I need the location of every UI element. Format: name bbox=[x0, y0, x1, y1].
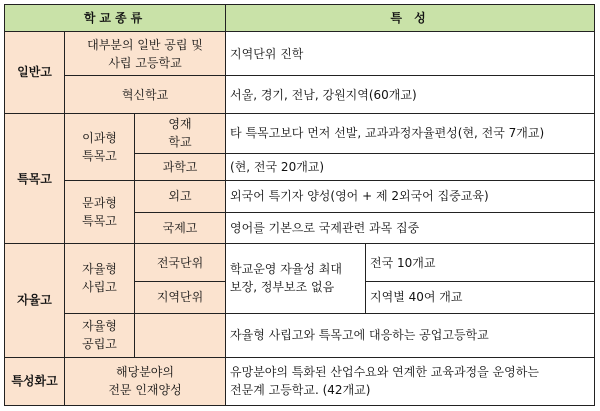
type-cell: 전국단위 bbox=[135, 244, 226, 282]
subcategory-autonomous-public: 자율형 공립고 bbox=[65, 313, 135, 357]
feature-cell-shared: 학교운영 자율성 최대 보장, 정부보조 없음 bbox=[226, 244, 366, 313]
feature-cell: 서울, 경기, 전남, 강원지역(60개교) bbox=[226, 76, 595, 114]
table-row bbox=[5, 313, 595, 357]
header-row bbox=[5, 5, 595, 32]
category-special-purpose: 특목고 bbox=[5, 113, 65, 243]
type-cell: 과학고 bbox=[135, 153, 226, 180]
category-general: 일반고 bbox=[5, 32, 65, 114]
feature-cell: 유망분야의 특화된 산업수요와 연계한 교육과정을 운영하는 전문계 고등학교. (42개교) bbox=[226, 357, 595, 405]
feature-cell: 영어를 기본으로 국제관련 과목 집중 bbox=[226, 212, 595, 244]
feature-cell: 지역단위 진학 bbox=[226, 32, 595, 76]
type-cell-empty bbox=[135, 313, 226, 357]
type-cell: 해당분야의 전문 인재양성 bbox=[65, 357, 226, 405]
table-row bbox=[5, 181, 595, 213]
type-cell: 외고 bbox=[135, 181, 226, 213]
feature-cell: 지역별 40여 개교 bbox=[366, 281, 595, 313]
feature-cell: (현, 전국 20개교) bbox=[226, 153, 595, 180]
table-row bbox=[5, 113, 595, 153]
header-school-type: 학교종류 bbox=[5, 5, 226, 32]
type-cell: 혁신학교 bbox=[65, 76, 226, 114]
type-cell: 대부분의 일반 공립 및 사립 고등학교 bbox=[65, 32, 226, 76]
table-row bbox=[5, 357, 595, 405]
subcategory-autonomous-private: 자율형 사립고 bbox=[65, 244, 135, 313]
type-cell: 국제고 bbox=[135, 212, 226, 244]
feature-cell: 외국어 특기자 양성(영어 + 제 2외국어 집중교육) bbox=[226, 181, 595, 213]
table-row bbox=[5, 244, 595, 282]
category-autonomous: 자율고 bbox=[5, 244, 65, 357]
feature-cell: 자율형 사립고와 특목고에 대응하는 공업고등학교 bbox=[226, 313, 595, 357]
school-types-table bbox=[4, 4, 595, 406]
subcategory-liberal: 문과형 특목고 bbox=[65, 181, 135, 244]
type-cell: 영재 학교 bbox=[135, 113, 226, 153]
feature-cell: 전국 10개교 bbox=[366, 244, 595, 282]
table-row bbox=[5, 76, 595, 114]
type-cell: 지역단위 bbox=[135, 281, 226, 313]
category-specialized: 특성화고 bbox=[5, 357, 65, 405]
table-row bbox=[5, 32, 595, 76]
feature-cell: 타 특목고보다 먼저 선발, 교과과정자율편성(현, 전국 7개교) bbox=[226, 113, 595, 153]
header-feature: 특 성 bbox=[226, 5, 595, 32]
subcategory-science: 이과형 특목고 bbox=[65, 113, 135, 180]
